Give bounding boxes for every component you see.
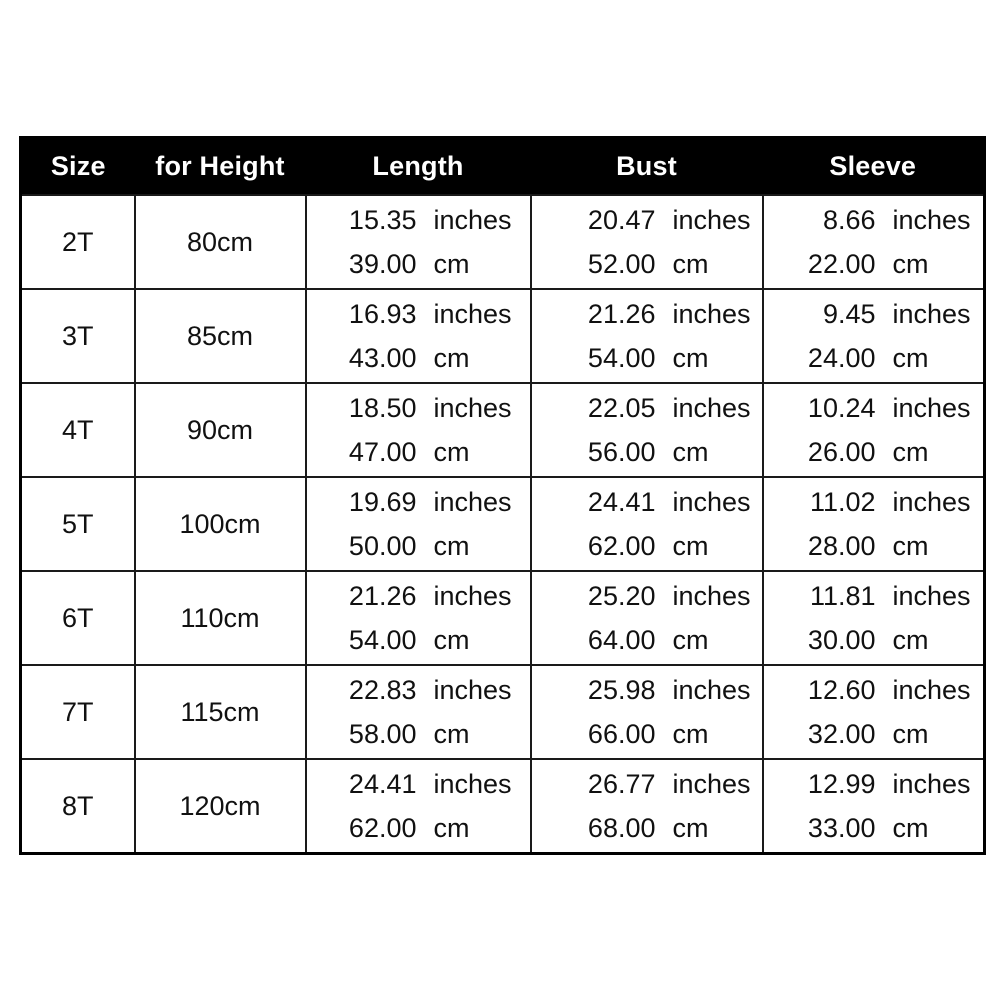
inches-unit-label: inches: [433, 299, 512, 329]
bust-cell: [531, 759, 763, 854]
height-cell: 80cm: [135, 195, 306, 289]
cm-unit-label: cm: [892, 437, 929, 467]
size-cell: 4T: [21, 383, 135, 477]
sleeve-cell: [763, 759, 985, 854]
length-cm-line: [307, 623, 530, 657]
cm-unit-label: cm: [672, 437, 709, 467]
cm-unit-label: cm: [433, 343, 470, 373]
inches-unit-label: inches: [433, 487, 512, 517]
length-cm-line: [307, 529, 530, 563]
height-cell: 85cm: [135, 289, 306, 383]
bust-cm-line: [532, 811, 762, 845]
cm-unit-label: cm: [433, 813, 470, 843]
bust-cm-value: 52.00: [587, 249, 656, 279]
length-cell: [306, 571, 531, 665]
inches-unit-label: inches: [433, 393, 512, 423]
sleeve-inches-value: 11.02: [809, 487, 876, 517]
bust-cm-value: 68.00: [587, 813, 656, 843]
inches-unit-label: inches: [433, 769, 512, 799]
bust-cm-value: 56.00: [587, 437, 656, 467]
length-inches-line: [307, 673, 530, 707]
height-cell: 115cm: [135, 665, 306, 759]
length-inches-line: [307, 203, 530, 237]
height-cell: 100cm: [135, 477, 306, 571]
header-row: [21, 138, 985, 196]
sleeve-cm-value: 24.00: [807, 343, 876, 373]
inches-unit-label: inches: [433, 205, 512, 235]
sleeve-inches-value: 12.60: [807, 675, 876, 705]
inches-unit-label: inches: [433, 581, 512, 611]
length-cell: [306, 759, 531, 854]
cm-unit-label: cm: [892, 531, 929, 561]
sleeve-cell: [763, 289, 985, 383]
sleeve-cm-value: 32.00: [807, 719, 876, 749]
length-cell: [306, 665, 531, 759]
length-inches-line: [307, 485, 530, 519]
sleeve-cell: [763, 195, 985, 289]
bust-cell: [531, 571, 763, 665]
inches-unit-label: inches: [672, 205, 751, 235]
length-cell: [306, 477, 531, 571]
sleeve-cm-value: 28.00: [807, 531, 876, 561]
sleeve-inches-value: 10.24: [807, 393, 876, 423]
length-cell: [306, 383, 531, 477]
inches-unit-label: inches: [672, 487, 751, 517]
cm-unit-label: cm: [433, 531, 470, 561]
table-body: [21, 195, 985, 854]
bust-inches-value: 21.26: [587, 299, 656, 329]
length-cm-value: 58.00: [348, 719, 417, 749]
bust-inches-value: 24.41: [587, 487, 656, 517]
inches-unit-label: inches: [672, 769, 751, 799]
bust-cm-line: [532, 529, 762, 563]
header-size: Size: [21, 138, 135, 196]
inches-unit-label: inches: [892, 205, 971, 235]
table-row: [21, 571, 985, 665]
header-sleeve: Sleeve: [763, 138, 985, 196]
bust-inches-line: [532, 297, 762, 331]
sleeve-cm-line: [764, 529, 984, 563]
sleeve-cell: [763, 571, 985, 665]
bust-inches-line: [532, 579, 762, 613]
length-cm-line: [307, 717, 530, 751]
inches-unit-label: inches: [672, 675, 751, 705]
cm-unit-label: cm: [433, 719, 470, 749]
bust-cell: [531, 289, 763, 383]
cm-unit-label: cm: [672, 625, 709, 655]
cm-unit-label: cm: [892, 719, 929, 749]
table-row: [21, 383, 985, 477]
bust-inches-line: [532, 391, 762, 425]
sleeve-inches-line: [764, 203, 984, 237]
cm-unit-label: cm: [433, 249, 470, 279]
sleeve-cm-value: 33.00: [807, 813, 876, 843]
bust-inches-value: 25.20: [587, 581, 656, 611]
height-cell: 90cm: [135, 383, 306, 477]
bust-cell: [531, 477, 763, 571]
cm-unit-label: cm: [892, 249, 929, 279]
bust-inches-value: 26.77: [587, 769, 656, 799]
length-inches-value: 15.35: [348, 205, 417, 235]
sleeve-cm-value: 26.00: [807, 437, 876, 467]
inches-unit-label: inches: [892, 675, 971, 705]
table-row: [21, 477, 985, 571]
sleeve-inches-value: 8.66: [822, 205, 876, 235]
sleeve-inches-line: [764, 579, 984, 613]
length-cm-value: 62.00: [348, 813, 417, 843]
sleeve-inches-line: [764, 485, 984, 519]
inches-unit-label: inches: [892, 581, 971, 611]
bust-cm-value: 66.00: [587, 719, 656, 749]
length-cell: [306, 195, 531, 289]
inches-unit-label: inches: [892, 769, 971, 799]
sleeve-cell: [763, 665, 985, 759]
cm-unit-label: cm: [672, 343, 709, 373]
size-cell: 8T: [21, 759, 135, 854]
sleeve-inches-line: [764, 673, 984, 707]
bust-inches-value: 20.47: [587, 205, 656, 235]
bust-cm-value: 62.00: [587, 531, 656, 561]
bust-cm-value: 64.00: [587, 625, 656, 655]
length-inches-value: 24.41: [348, 769, 417, 799]
inches-unit-label: inches: [672, 299, 751, 329]
header-height: for Height: [135, 138, 306, 196]
height-cell: 120cm: [135, 759, 306, 854]
sleeve-cell: [763, 383, 985, 477]
sleeve-cm-value: 30.00: [807, 625, 876, 655]
sleeve-cm-line: [764, 247, 984, 281]
bust-cm-line: [532, 247, 762, 281]
bust-inches-line: [532, 673, 762, 707]
sleeve-inches-value: 12.99: [807, 769, 876, 799]
inches-unit-label: inches: [672, 581, 751, 611]
length-cm-line: [307, 341, 530, 375]
sleeve-inches-value: 11.81: [809, 581, 876, 611]
cm-unit-label: cm: [433, 625, 470, 655]
table-row: [21, 195, 985, 289]
sleeve-cm-value: 22.00: [807, 249, 876, 279]
sleeve-cm-line: [764, 717, 984, 751]
inches-unit-label: inches: [672, 393, 751, 423]
bust-inches-line: [532, 767, 762, 801]
length-cm-line: [307, 811, 530, 845]
length-inches-value: 22.83: [348, 675, 417, 705]
table-row: [21, 289, 985, 383]
length-cm-value: 54.00: [348, 625, 417, 655]
table-row: [21, 665, 985, 759]
length-cell: [306, 289, 531, 383]
length-inches-line: [307, 579, 530, 613]
cm-unit-label: cm: [892, 813, 929, 843]
height-cell: 110cm: [135, 571, 306, 665]
length-inches-value: 18.50: [348, 393, 417, 423]
sleeve-inches-value: 9.45: [822, 299, 876, 329]
size-chart-table: [19, 136, 986, 855]
length-cm-line: [307, 247, 530, 281]
cm-unit-label: cm: [672, 531, 709, 561]
cm-unit-label: cm: [892, 343, 929, 373]
length-inches-value: 19.69: [348, 487, 417, 517]
sleeve-cell: [763, 477, 985, 571]
length-cm-value: 39.00: [348, 249, 417, 279]
bust-cell: [531, 195, 763, 289]
length-cm-value: 50.00: [348, 531, 417, 561]
table-row: [21, 759, 985, 854]
size-cell: 6T: [21, 571, 135, 665]
size-cell: 5T: [21, 477, 135, 571]
length-cm-value: 43.00: [348, 343, 417, 373]
bust-cm-line: [532, 341, 762, 375]
sleeve-cm-line: [764, 623, 984, 657]
cm-unit-label: cm: [672, 813, 709, 843]
length-inches-line: [307, 297, 530, 331]
length-cm-value: 47.00: [348, 437, 417, 467]
cm-unit-label: cm: [672, 719, 709, 749]
bust-inches-line: [532, 203, 762, 237]
inches-unit-label: inches: [433, 675, 512, 705]
sleeve-inches-line: [764, 297, 984, 331]
bust-cell: [531, 665, 763, 759]
cm-unit-label: cm: [672, 249, 709, 279]
bust-cm-line: [532, 435, 762, 469]
cm-unit-label: cm: [892, 625, 929, 655]
header-length: Length: [306, 138, 531, 196]
length-inches-value: 16.93: [348, 299, 417, 329]
cm-unit-label: cm: [433, 437, 470, 467]
bust-inches-line: [532, 485, 762, 519]
header-bust: Bust: [531, 138, 763, 196]
length-cm-line: [307, 435, 530, 469]
bust-cm-value: 54.00: [587, 343, 656, 373]
length-inches-value: 21.26: [348, 581, 417, 611]
bust-cm-line: [532, 623, 762, 657]
size-cell: 7T: [21, 665, 135, 759]
length-inches-line: [307, 391, 530, 425]
size-cell: 2T: [21, 195, 135, 289]
length-inches-line: [307, 767, 530, 801]
inches-unit-label: inches: [892, 487, 971, 517]
sleeve-cm-line: [764, 435, 984, 469]
bust-cm-line: [532, 717, 762, 751]
bust-cell: [531, 383, 763, 477]
sleeve-inches-line: [764, 767, 984, 801]
inches-unit-label: inches: [892, 393, 971, 423]
bust-inches-value: 22.05: [587, 393, 656, 423]
bust-inches-value: 25.98: [587, 675, 656, 705]
size-cell: 3T: [21, 289, 135, 383]
inches-unit-label: inches: [892, 299, 971, 329]
sleeve-cm-line: [764, 341, 984, 375]
sleeve-inches-line: [764, 391, 984, 425]
sleeve-cm-line: [764, 811, 984, 845]
